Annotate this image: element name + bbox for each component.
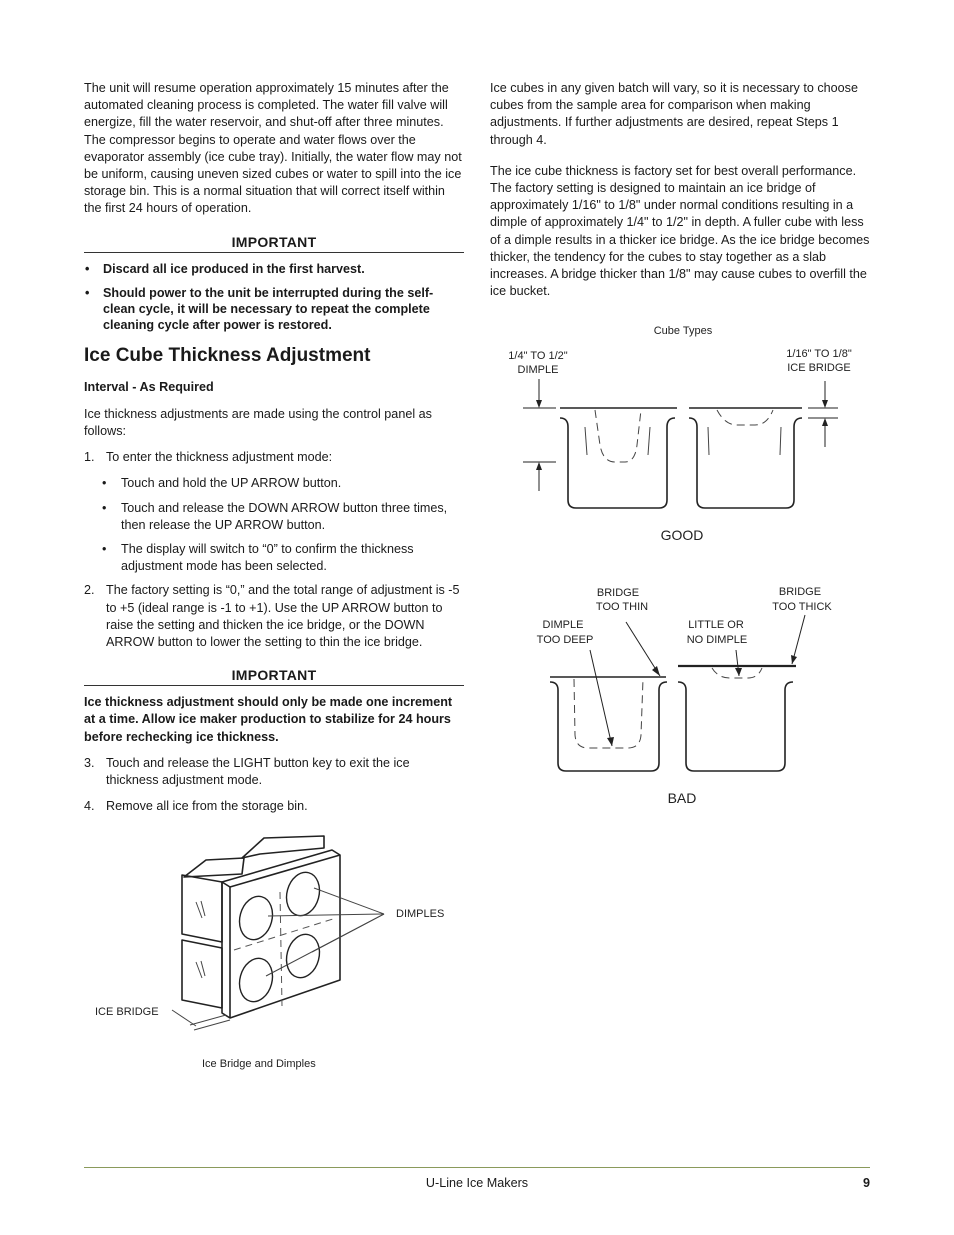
- interval-label: Interval - As Required: [84, 379, 214, 394]
- important-bullet-1: • Discard all ice produced in the first harvest.: [85, 261, 365, 276]
- dimple-top-right: [282, 869, 324, 920]
- ice-bridge-label: ICE BRIDGE: [95, 1006, 159, 1018]
- bridge-thin-line2: TOO THIN: [595, 601, 649, 613]
- bridge-thick-line1: BRIDGE: [778, 586, 822, 598]
- little-dimple-line1: LITTLE OR: [688, 619, 744, 631]
- page-number: 9: [862, 1176, 870, 1190]
- important-text-2: Ice thickness adjustment should only be made one increment at a time. Allow ice maker production to stabilize for 24 hours before rechecking ice thickness.: [84, 695, 453, 744]
- right-column: [490, 80, 870, 314]
- right-paragraph-1: Ice cubes in any given batch will vary, so it is necessary to choose cubes from the sample area for comparison when making adjustments. If further adjustments are desired, repeat Steps 1 through 4.: [490, 81, 858, 147]
- back-cube-top-right: [242, 836, 324, 858]
- intro-paragraph: The unit will resume operation approximately 15 minutes after the automated cleaning process is completed. The water fill valve will energize, fill the water reservoir, and shut-off after three minutes. The compressor begins to operate and water flows over the evaporator assembly (ice cube tray). Initially, the water flow may not be uniform, causing uneven sized cubes or water to spill into the ice storage bin. This is a normal situation that will correct itself within the first 24 hours of operation.: [84, 81, 462, 216]
- dimple-deep-line1: DIMPLE: [542, 619, 584, 631]
- important-bullet-2: • Should power to the unit be interrupted during the self-clean cycle, it will be necessary to repeat the complete cleaning cycle after power is restored.: [85, 285, 434, 332]
- cube-types-caption: Cube Types: [653, 325, 713, 337]
- step-4: 4. Remove all ice from the storage bin.: [84, 799, 308, 814]
- section-title: Ice Cube Thickness Adjustment: [84, 344, 371, 366]
- step-3: 3. Touch and release the LIGHT button key to exit the ice thickness adjustment mode.: [84, 755, 410, 788]
- dimple-label-line1: 1/4" TO 1/2": [508, 350, 568, 362]
- good-label: GOOD: [660, 527, 704, 543]
- ice-figure-caption: Ice Bridge and Dimples: [202, 1058, 316, 1070]
- step-2: 2. The factory setting is “0,” and the total range of adjustment is -5 to +5 (ideal range is -1 to +1). Use the UP ARROW button to raise the setting and thicken the ice bridge, or the DOWN ARROW button to lower the setting to thin the ice bridge.: [84, 583, 460, 650]
- important-heading-2: IMPORTANT: [84, 667, 464, 686]
- good-left-cube: [560, 418, 675, 508]
- bridge-thick-line2: TOO THICK: [772, 601, 832, 613]
- footer-rule: [84, 1167, 870, 1168]
- bad-label: BAD: [667, 790, 697, 806]
- dimple-top-left: [235, 893, 277, 944]
- bridge-label-line2: ICE BRIDGE: [787, 362, 851, 374]
- bad-left-dimple: [574, 679, 643, 748]
- step-1: 1. To enter the thickness adjustment mode:: [84, 450, 333, 465]
- ice-bridge-figure: [84, 830, 464, 1080]
- substep-2: • Touch and release the DOWN ARROW button three times, then release the UP ARROW button.: [102, 500, 448, 532]
- substep-3: • The display will switch to “0” to confirm the thickness adjustment mode has been selected.: [102, 542, 414, 574]
- side-cube-lower: [182, 940, 222, 1008]
- back-cube-top-left: [184, 858, 244, 877]
- left-column: [84, 80, 464, 824]
- dimple-deep-line2: TOO DEEP: [536, 634, 594, 646]
- cube-types-diagram: [490, 315, 880, 815]
- dimple-bottom-left: [235, 955, 277, 1006]
- dimples-label: DIMPLES: [396, 908, 445, 920]
- important-heading-1: IMPORTANT: [84, 234, 464, 253]
- bad-right-cube: [678, 682, 793, 771]
- good-right-cube: [689, 418, 802, 508]
- bridge-thin-line1: BRIDGE: [596, 587, 640, 599]
- right-paragraph-2: The ice cube thickness is factory set for best overall performance. The factory setting is designed to maintain an ice bridge of approximately 1/16" to 1/8" under normal conditions resulting in a dimple of approximately 1/4" to 1/2" in depth. A fuller cube with less of a dimple results in a thicker ice bridge. As the ice bridge becomes thicker, the tendency for the cubes to stay together as a slab increases. A bridge thicker than 1/8" may cause cubes to overfill the ice bucket.: [490, 163, 870, 299]
- good-left-dimple: [595, 410, 641, 462]
- good-right-dimple: [717, 410, 773, 425]
- side-cube-upper: [182, 875, 222, 942]
- footer-title: U-Line Ice Makers: [425, 1176, 529, 1190]
- bridge-label-line1: 1/16" TO 1/8": [786, 348, 852, 360]
- dimple-label-line2: DIMPLE: [517, 364, 559, 376]
- little-dimple-line2: NO DIMPLE: [686, 634, 748, 646]
- bad-left-cube: [550, 682, 667, 771]
- substep-1: • Touch and hold the UP ARROW button.: [102, 476, 342, 491]
- lead-paragraph: Ice thickness adjustments are made using the control panel as follows:: [84, 406, 432, 439]
